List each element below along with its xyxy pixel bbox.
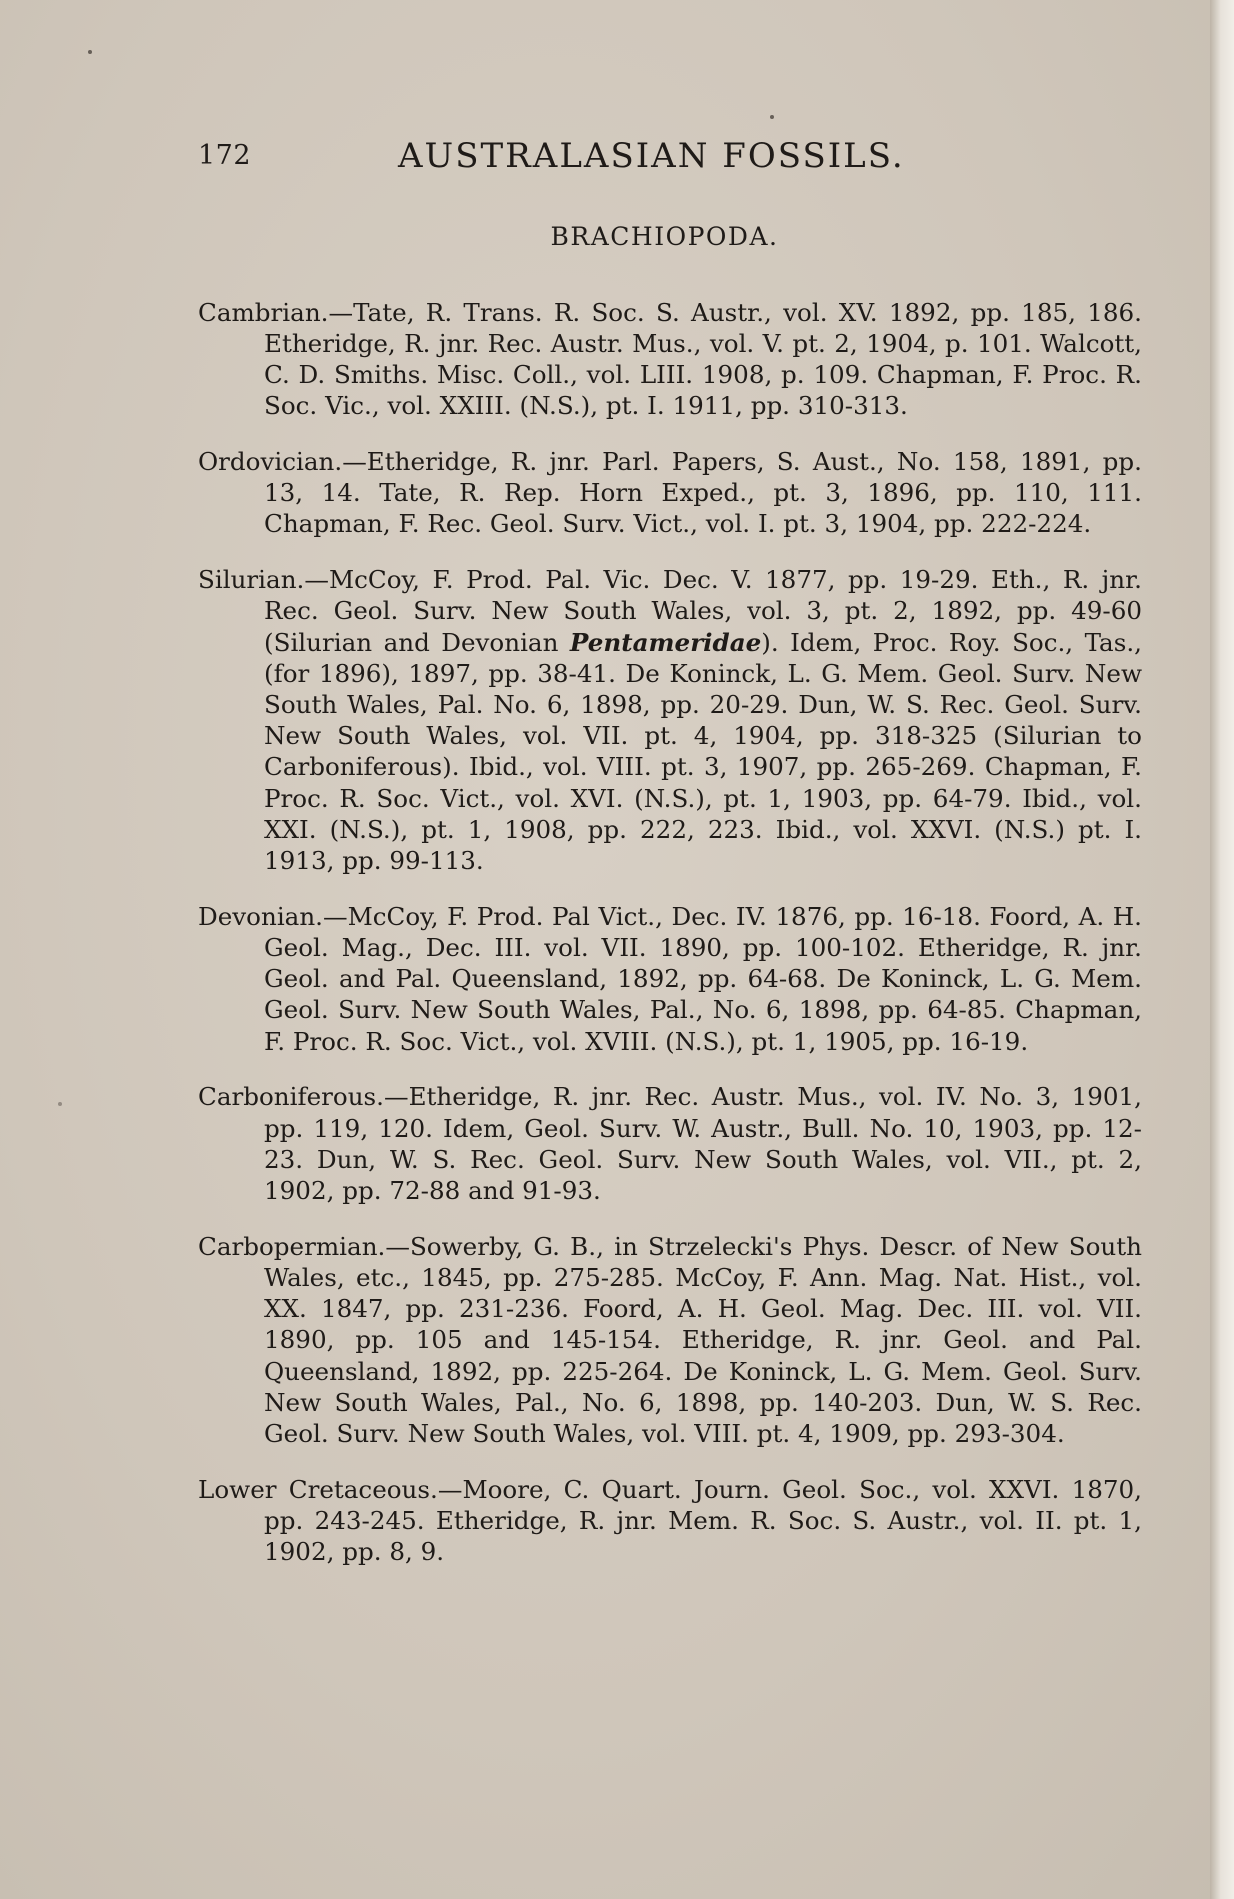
speck [88, 50, 92, 54]
entry-period: Devonian. [198, 901, 323, 931]
entry-text: ). Idem, Proc. Roy. Soc., Tas., (for 1896), 1897, pp. 38-41. De Koninck, L. G. Mem. Geol. Surv. New South Wales, Pal. No. 6, 1898, pp. 20-29. Dun, W. S. Rec. Geol. Surv. New South Wales, vol. VII. pt. 4, 1904, pp. 318-325 (Silurian to Carboniferous). Ibid., vol. VIII. pt. 3, 1907, pp. 265-269. Chapman, F. Proc. R. Soc. Vict., vol. XVI. (N.S.), pt. 1, 1903, pp. 64-79. Ibid., vol. XXI. (N.S.), pt. 1, 1908, pp. 222, 223. Ibid., vol. XXVI. (N.S.) pt. I. 1913, pp. 99-113. [264, 627, 1142, 876]
entry-devonian [198, 901, 1142, 1057]
entry-period: Cambrian. [198, 297, 329, 327]
entry-ordovician [198, 446, 1142, 540]
entry-period: Carbopermian. [198, 1231, 386, 1261]
entry-text: —McCoy, F. Prod. Pal. Vic. Dec. V. 1877, pp. 19-29. Eth., R. jnr. Rec. Geol. Surv. New South Wales, vol. 3, pt. 2, 1892, pp. 49-60 (Silurian and Devonian [264, 565, 1142, 657]
page-number: 172 [198, 140, 252, 171]
entry-period: Silurian. [198, 565, 305, 595]
entry-lower-cretaceous [198, 1474, 1142, 1568]
section-heading: BRACHIOPODA. [550, 222, 779, 251]
entry-cambrian [198, 297, 1142, 422]
page-header [198, 136, 1138, 176]
entry-period: Carboniferous. [198, 1082, 384, 1112]
bibliography-list [198, 272, 1142, 1578]
entry-carboniferous [198, 1081, 1142, 1206]
entry-text: —Sowerby, G. B., in Strzelecki's Phys. Descr. of New South Wales, etc., 1845, pp. 275-285. McCoy, F. Ann. Mag. Nat. Hist., vol. XX. 1847, pp. 231-236. Foord, A. H. Geol. Mag. Dec. III. vol. VII. 1890, pp. 105 and 145-154. Etheridge, R. jnr. Geol. and Pal. Queensland, 1892, pp. 225-264. De Koninck, L. G. Mem. Geol. Surv. New South Wales, Pal., No. 6, 1898, pp. 140-203. Dun, W. S. Rec. Geol. Surv. New South Wales, vol. VIII. pt. 4, 1909, pp. 293-304. [264, 1231, 1142, 1449]
running-title: AUSTRALASIAN FOSSILS. [398, 136, 905, 176]
entry-period: Ordovician. [198, 447, 343, 476]
entry-carbopermian [198, 1231, 1142, 1449]
page-edge [1210, 0, 1234, 1899]
speck [58, 1102, 62, 1106]
entry-text: —Moore, C. Quart. Journ. Geol. Soc., vol. XXVI. 1870, pp. 243-245. Etheridge, R. jnr. Mem. R. Soc. S. Austr., vol. II. pt. 1, 1902, pp. 8, 9. [264, 1474, 1143, 1567]
entry-text: —Etheridge, R. jnr. Parl. Papers, S. Aust., No. 158, 1891, pp. 13, 14. Tate, R. Rep. Horn Exped., pt. 3, 1896, pp. 110, 111. Chapman, F. Rec. Geol. Surv. Vict., vol. I. pt. 3, 1904, pp. 222-224. [264, 447, 1142, 539]
entry-silurian [198, 564, 1142, 876]
entry-text: —Etheridge, R. jnr. Rec. Austr. Mus., vol. IV. No. 3, 1901, pp. 119, 120. Idem, Geol. Surv. W. Austr., Bull. No. 10, 1903, pp. 12-23. Dun, W. S. Rec. Geol. Surv. New South Wales, vol. VII., pt. 2, 1902, pp. 72-88 and 91-93. [264, 1082, 1142, 1206]
entry-italic-taxon: Pentameridae [569, 627, 762, 657]
entry-text: —Tate, R. Trans. R. Soc. S. Austr., vol. XV. 1892, pp. 185, 186. Etheridge, R. jnr. Rec. Austr. Mus., vol. V. pt. 2, 1904, p. 101. Walcott, C. D. Smiths. Misc. Coll., vol. LIII. 1908, p. 109. Chapman, F. Proc. R. Soc. Vic., vol. XXIII. (N.S.), pt. I. 1911, pp. 310-313. [264, 297, 1142, 421]
entry-period: Lower Cretaceous. [198, 1474, 438, 1504]
entry-text: —McCoy, F. Prod. Pal Vict., Dec. IV. 1876, pp. 16-18. Foord, A. H. Geol. Mag., Dec. III. vol. VII. 1890, pp. 100-102. Etheridge, R. jnr. Geol. and Pal. Queensland, 1892, pp. 64-68. De Koninck, L. G. Mem. Geol. Surv. New South Wales, Pal., No. 6, 1898, pp. 64-85. Chapman, F. Proc. R. Soc. Vict., vol. XVIII. (N.S.), pt. 1, 1905, pp. 16-19. [264, 901, 1142, 1056]
speck [770, 115, 774, 119]
